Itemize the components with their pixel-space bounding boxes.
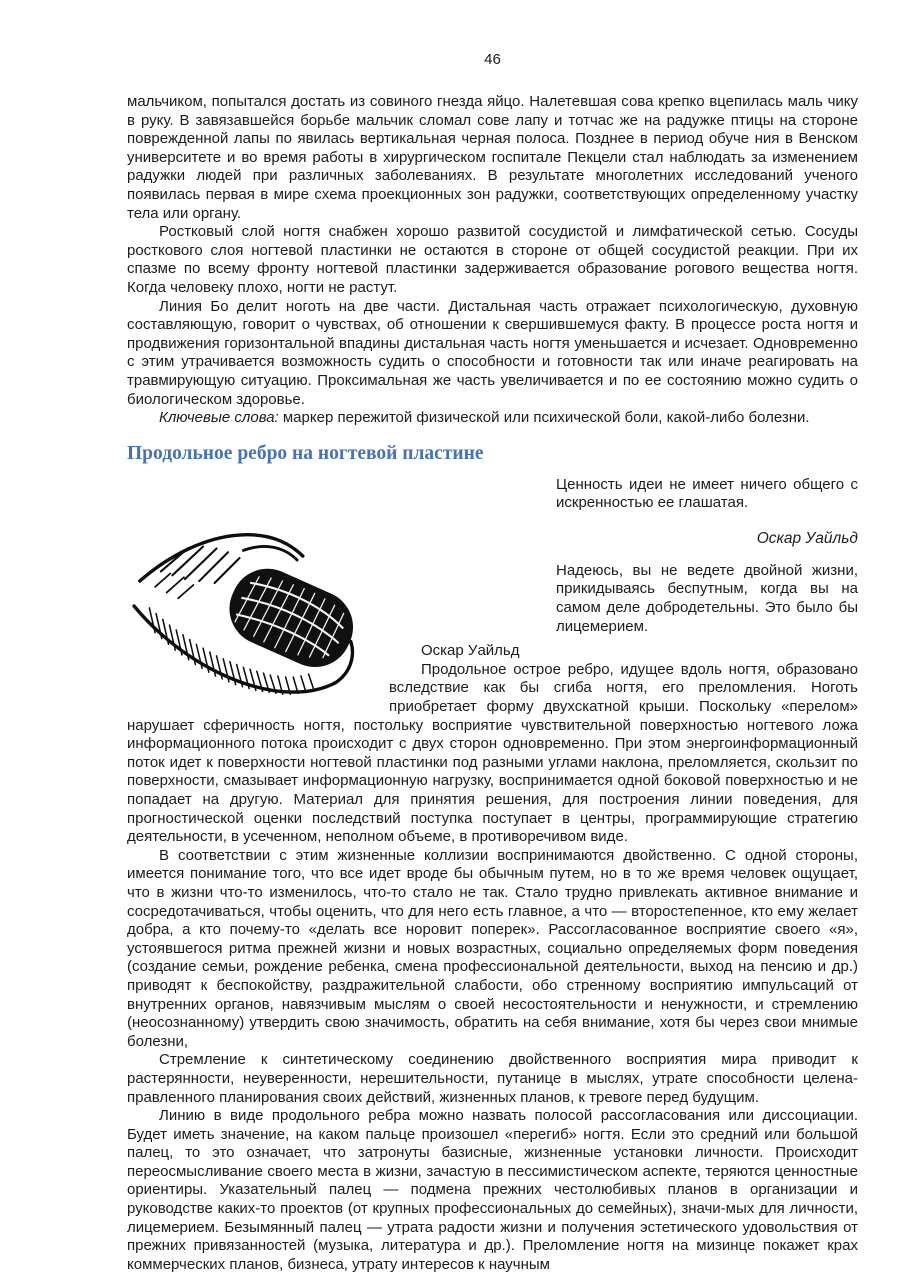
epigraph-attribution: Оскар Уайльд [756, 529, 858, 547]
paragraph: мальчиком, попытался достать из совиного гнезда яйцо. Налетевшая сова крепко вцепилась маль чику в руку. В завязавшейся борьбе мальчик сломал сове лапу и тотчас же на радужке птицы на стороне поврежденной лапы по явилась вертикальная черная полоса. Позднее в период обуче ния в Венском университете и во время работы в хирургическом госпитале Пекцели стал наблюдать за изменением радужки людей при различных заболеваниях. В результате многолетних исследований ученого появилась первая в мире схема проекционных зон радужки, соответствующих определенному участку тела или органу. [127, 93, 858, 222]
keywords-paragraph [127, 409, 858, 428]
page-number: 46 [484, 51, 501, 68]
paragraph: Продольное острое ребро, идущее вдоль ногтя, образовано вследствие как бы сгиба ногтя, его преломления. Ноготь приобретает форму двухскатной крыши. Поскольку «перелом» нарушает сферичность ногтя, постольку восприятие чувствительной поверхностью ногтевого ложа информационного потока происходит с двух сторон одновременно. При этом энергоинформационный поток идет к поверхности ногтевой пластинки под разными углами наклона, преломляется, скользит по поверхности, смазывает информационную нагрузку, воспринимается одной боковой поверхностью и не попадает на другую. Материал для принятия решения, для построения линии поведения, для прогностической оценки последствий поступка поступает в центры, программирующие стратегию деятельности, в усеченном, неполном объеме, в противоречивом виде. [127, 660, 858, 846]
epigraph-quote: Ценность идеи не имеет ничего общего с искренностью ее глашатая. [556, 475, 858, 512]
paragraph: Линия Бо делит ноготь на две части. Дистальная часть отражает психологическую, духовную составляющую, говорит о чувствах, об отношении к свершившемуся факту. В процессе роста ногтя и продвижения горизонтальной впадины дистальная часть ногтя уменьшается и исчезает. Одновременно с этим утрачивается возможность судить о способности и готовности так или иначе реагировать на травмирующую ситуацию. Проксимальная же часть увеличивается и по ее состоянию можно судить о биологическом здоровье. [127, 297, 858, 408]
paragraph: Стремление к синтетическому соединению двойственного восприятия мира приводит к растерянности, неуверенности, нерешительности, путанице в мыслях, утрате способности целена-правленного планирования своих действий, жизненных планов, к тревоге перед будущим. [127, 1051, 858, 1106]
text-column [127, 50, 858, 1274]
epigraph-quote: Надеюсь, вы не ведете двойной жизни, прикидываясь беспутным, когда вы на самом деле добродетельны. Это было бы лицемерием. [556, 561, 858, 635]
epigraph-attribution-plain: Оскар Уайльд [421, 642, 520, 660]
paragraph: Линию в виде продольного ребра можно назвать полосой рассогласования или диссоциации. Будет иметь значение, на каком пальце произошел «перегиб» ногтя. Если это средний или большой палец, то это означает, что затронуты базисные, жизненные установки личности. Происходит переосмысливание своего места в жизни, зачастую в пессимистическом аспекте, теряются ценностные ориентиры. Указательный палец — подмена прежних честолюбивых планов в организации и руководстве каких-то проектов (от крупных профессиональных до семейных), значи-мых для личности, лицемерием. Безымянный палец — утрата радости жизни и получения эстетического удовольствия от прежних привязанностей (музыка, литература и др.). Преломление ногтя на мизинце покажет крах коммерческих планов, бизнеса, утрату интересов к научным [127, 1107, 858, 1273]
keywords-label: Ключевые слова: [159, 409, 279, 427]
section-heading: Продольное ребро на ногтевой пластине [127, 442, 484, 464]
keywords-text: маркер пережитой физической или психической боли, какой-либо болезни. [278, 409, 810, 427]
paragraph: В соответствии с этим жизненные коллизии воспринимаются двойственно. С одной стороны, имеется понимание того, что все идет вроде бы обычным путем, но в то же время человек ощущает, что в жизни что-то изменилось, что-то стало не так. Стало трудно привлекать активное внимание и сосредотачиваться, чтобы оценить, что для него есть главное, а что — второстепенное, кто ему желает добра, а кто почему-то «делать все норовит поперек». Рассогласованное восприятие своего «я», устоявшегося ритма прежней жизни и новых возрастных, социально определяемых форм поведения (создание семьи, рождение ребенка, смена профессиональной деятельности, выход на пенсию и др.) приводят к беспокойству, раздражительной слабости, обо стренному восприятию импульсаций от внутренних органов, навязчивым мыслям о своей несостоятельности и ненужности, и стремлению (неосознанному) утвердить свою значимость, обратить на себя внимание, хотя бы через свои мнимые болезни, [127, 846, 858, 1050]
section-body [127, 642, 858, 1274]
finger-illustration [127, 512, 377, 700]
paragraph: Ростковый слой ногтя снабжен хорошо развитой сосудистой и лимфатической сетью. Сосуды росткового слоя ногтевой пластинки не остаются в стороне от общей сосудистой реакции. При их спазме по всему фронту ногтевой пластинки задерживается образование рогового вещества ногтя. Когда человеку плохо, ногти не растут. [127, 223, 858, 296]
